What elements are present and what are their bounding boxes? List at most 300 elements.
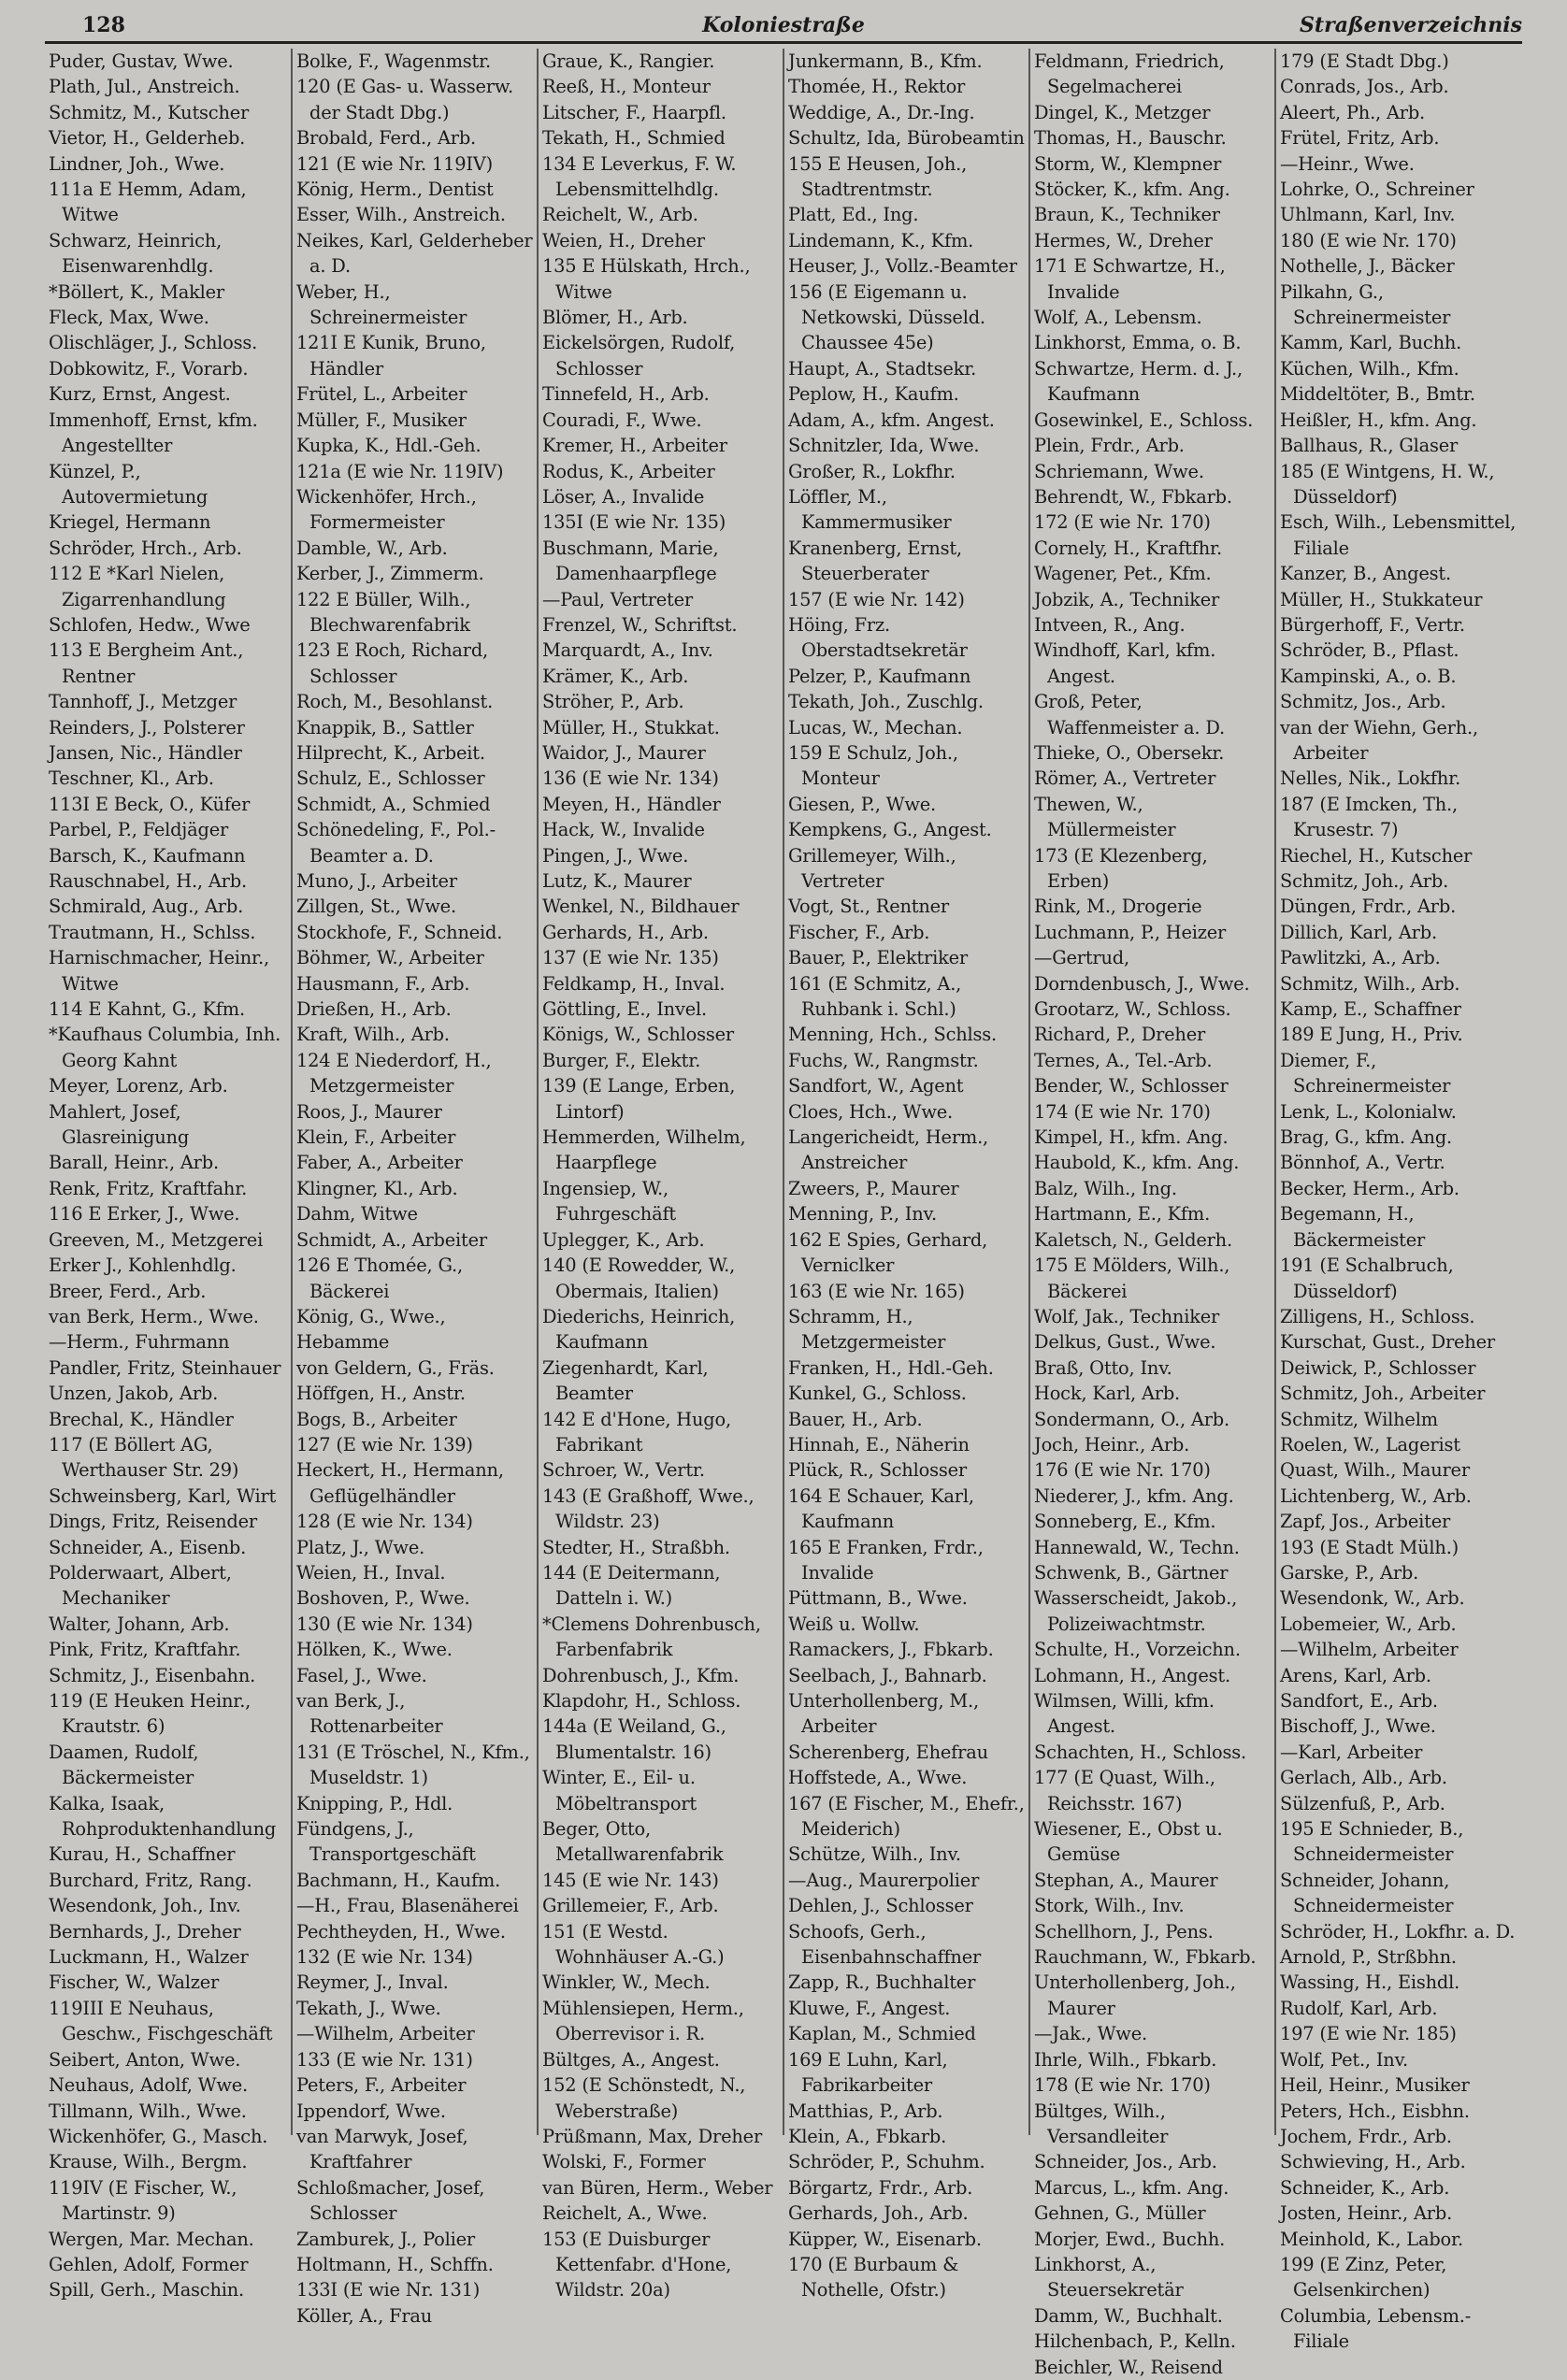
directory-entry: 164 E Schauer, Karl, Kaufmann [788, 1484, 974, 1533]
directory-entry: Breer, Ferd., Arb. [49, 1280, 207, 1302]
directory-entry: Schmidt, A., Schmied [296, 793, 491, 815]
directory-entry: Schramm, H., Metzgermeister [788, 1305, 946, 1354]
directory-entry: Hermes, W., Dreher [1034, 229, 1213, 251]
directory-entry: Bönnhof, A., Vertr. [1280, 1152, 1445, 1174]
directory-entry: Kurz, Ernst, Angest. [49, 383, 231, 406]
directory-entry: Gehlen, Adolf, Former [49, 2253, 249, 2275]
directory-entry: Braß, Otto, Inv. [1034, 1356, 1172, 1379]
directory-entry: Hemmerden, Wilhelm, Haarpflege [542, 1126, 746, 1174]
directory-entry: Luckmann, H., Walzer [49, 1946, 249, 1969]
directory-entry: Arnold, P., Strßbhn. [1280, 1946, 1457, 1969]
directory-entry: Unterhollenberg, M., Arbeiter [788, 1690, 979, 1738]
directory-entry: —Karl, Arbeiter [1280, 1741, 1423, 1763]
directory-entry: Middeltöter, B., Bmtr. [1280, 383, 1475, 406]
directory-entry: Kranenberg, Ernst, Steuerberater [788, 537, 962, 585]
directory-entry: Fischer, F., Arb. [788, 921, 930, 943]
directory-entry: Kraft, Wilh., Arb. [296, 1024, 450, 1046]
directory-entry: Stork, Wilh., Inv. [1034, 1895, 1185, 1917]
directory-entry: 139 (E Lange, Erben, Lintorf) [542, 1075, 736, 1123]
directory-entry: Beger, Otto, Metallwarenfabrik [542, 1818, 724, 1866]
directory-column-5 [1028, 49, 1274, 2378]
directory-entry: Roelen, W., Lagerist [1280, 1433, 1460, 1455]
directory-entry: 114 E Kahnt, G., Kfm. [49, 998, 245, 1021]
directory-entry: 131 (E Tröschel, N., Kfm., Museldstr. 1) [296, 1741, 530, 1789]
directory-entry: Dohrenbusch, J., Kfm. [542, 1664, 740, 1686]
directory-entry: Schröder, H., Lokfhr. a. D. [1280, 1920, 1516, 1943]
directory-entry: 126 E Thomée, G., Bäckerei [296, 1255, 463, 1302]
directory-entry: Frenzel, W., Schriftst. [542, 613, 738, 636]
directory-entry: —Herm., Fuhrmann [49, 1331, 230, 1354]
directory-entry: 127 (E wie Nr. 139) [296, 1433, 473, 1455]
directory-entry: Mahlert, Josef, Glasreinigung [49, 1100, 190, 1149]
directory-entry: Grillemeier, F., Arb. [542, 1895, 719, 1917]
directory-entry: Hinnah, E., Näherin [788, 1433, 970, 1455]
directory-entry: 162 E Spies, Gerhard, Verniclker [788, 1228, 988, 1277]
directory-entry: Schmirald, Aug., Arb. [49, 896, 244, 918]
directory-entry: Seibert, Anton, Wwe. [49, 2048, 241, 2071]
directory-entry: Josten, Heinr., Arb. [1280, 2202, 1453, 2225]
directory-entry: Burchard, Fritz, Rang. [49, 1869, 252, 1891]
directory-entry: Sandfort, E., Arb. [1280, 1690, 1438, 1712]
directory-entry: 187 (E Imcken, Th., Krusestr. 7) [1280, 793, 1458, 841]
directory-entry: Fuchs, W., Rangmstr. [788, 1049, 979, 1071]
directory-entry: Scherenberg, Ehefrau [788, 1741, 988, 1763]
directory-entry: Wolf, Jak., Techniker [1034, 1305, 1220, 1327]
directory-entry: Küchen, Wilh., Kfm. [1280, 357, 1459, 380]
directory-entry: 121 (E wie Nr. 119IV) [296, 152, 493, 175]
directory-entry: Harnischmacher, Heinr., Witwe [49, 947, 269, 995]
directory-entry: 176 (E wie Nr. 170) [1034, 1459, 1211, 1482]
directory-entry: 175 E Mölders, Wilh., Bäckerei [1034, 1255, 1230, 1302]
directory-entry: Bültges, A., Angest. [542, 2048, 720, 2071]
directory-entry: Schröder, B., Pflast. [1280, 639, 1459, 662]
directory-entry: Couradi, F., Wwe. [542, 409, 702, 431]
directory-entry: Reichelt, W., Arb. [542, 204, 698, 226]
directory-entry: 133I (E wie Nr. 131) [296, 2279, 481, 2301]
directory-entry: —Gertrud, [1034, 947, 1129, 969]
directory-entry: Diemer, F., Schreinermeister [1280, 1049, 1451, 1097]
directory-entry: Pilkahn, G., Schreinermeister [1280, 280, 1451, 329]
directory-entry: Intveen, R., Ang. [1034, 613, 1186, 636]
directory-entry: Unzen, Jakob, Arb. [49, 1383, 219, 1405]
directory-entry: Giesen, P., Wwe. [788, 793, 936, 815]
directory-entry: Frütel, Fritz, Arb. [1280, 127, 1440, 150]
directory-entry: Faber, A., Arbeiter [296, 1152, 463, 1174]
directory-entry: Roch, M., Besohlanst. [296, 691, 494, 713]
directory-entry: Unterhollenberg, Joh., Maurer [1034, 1971, 1236, 2019]
directory-entry: Puder, Gustav, Wwe. [49, 50, 234, 72]
directory-entry: Jansen, Nic., Händler [49, 741, 242, 764]
directory-entry: Kempkens, G., Angest. [788, 819, 992, 841]
directory-entry: van Büren, Herm., Weber [542, 2176, 773, 2199]
directory-entry: Rauchmann, W., Fbkarb. [1034, 1946, 1257, 1969]
directory-entry: Lutz, K., Maurer [542, 870, 692, 892]
directory-entry: Spill, Gerh., Maschin. [49, 2279, 245, 2301]
directory-entry: Uplegger, K., Arb. [542, 1228, 705, 1251]
directory-entry: Neikes, Karl, Gelderheber a. D. [296, 229, 533, 278]
directory-column-6 [1274, 49, 1520, 2353]
directory-entry: 155 E Heusen, Joh., Stadtrentmstr. [788, 152, 968, 201]
directory-entry: 177 (E Quast, Wilh., Reichsstr. 167) [1034, 1767, 1215, 1814]
directory-entry: Bürgerhoff, F., Vertr. [1280, 613, 1465, 636]
directory-entry: Lobemeier, W., Arb. [1280, 1613, 1457, 1635]
directory-entry: *Clemens Dohrenbusch, Farbenfabrik [542, 1613, 761, 1661]
directory-entry: Esch, Wilh., Lebensmittel, Filiale [1280, 511, 1517, 559]
directory-entry: Ihrle, Wilh., Fbkarb. [1034, 2048, 1217, 2071]
directory-entry: 121a (E wie Nr. 119IV) [296, 460, 504, 482]
directory-entry: —H., Frau, Blasenäherei [296, 1895, 519, 1917]
directory-entry: Waidor, J., Maurer [542, 741, 706, 764]
directory-entry: Morjer, Ewd., Buchh. [1034, 2228, 1226, 2250]
directory-entry: Tekath, Joh., Zuschlg. [788, 691, 984, 713]
directory-entry: Wenkel, N., Bildhauer [542, 896, 740, 918]
directory-entry: Wesendonk, W., Arb. [1280, 1587, 1465, 1610]
directory-entry: Esser, Wilh., Anstreich. [296, 204, 506, 226]
directory-entry: 119 (E Heuken Heinr., Krautstr. 6) [49, 1690, 252, 1738]
directory-entry: Ramackers, J., Fbkarb. [788, 1639, 994, 1661]
directory-entry: Schulz, E., Schlosser [296, 767, 485, 790]
directory-entry: Weber, H., Schreinermeister [296, 280, 467, 329]
directory-entry: Dahm, Witwe [296, 1203, 418, 1226]
directory-entry: 140 (E Rowedder, W., Obermais, Italien) [542, 1255, 736, 1302]
directory-entry: Richard, P., Dreher [1034, 1024, 1206, 1046]
directory-entry: 137 (E wie Nr. 135) [542, 947, 719, 969]
directory-entry: Rauschnabel, H., Arb. [49, 870, 247, 892]
directory-entry: Riechel, H., Kutscher [1280, 844, 1473, 867]
directory-column-4 [783, 49, 1028, 2301]
directory-entry: Barsch, K., Kaufmann [49, 844, 246, 867]
directory-entry: Königs, W., Schlosser [542, 1024, 735, 1046]
directory-entry: Kaletsch, N., Gelderh. [1034, 1228, 1232, 1251]
directory-entry: Matthias, P., Arb. [788, 2100, 943, 2122]
directory-entry: Windhoff, Karl, kfm. Angest. [1034, 639, 1216, 687]
directory-entry: Schachten, H., Schloss. [1034, 1741, 1246, 1763]
directory-entry: Schmitz, Wilh., Arb. [1280, 972, 1460, 995]
directory-entry: Schmitz, M., Kutscher [49, 101, 250, 123]
directory-entry: Thomas, H., Bauschr. [1034, 127, 1227, 150]
directory-entry: Knappik, B., Sattler [296, 716, 474, 738]
directory-entry: 172 (E wie Nr. 170) [1034, 511, 1211, 534]
directory-entry: Hilchenbach, P., Kelln. [1034, 2330, 1236, 2353]
directory-entry: Grootarz, W., Schloss. [1034, 998, 1231, 1021]
directory-entry: 151 (E Westd. Wohnhäuser A.-G.) [542, 1920, 725, 1969]
directory-entry: Klein, F., Arbeiter [296, 1126, 456, 1149]
directory-entry: Marcus, L., kfm. Ang. [1034, 2176, 1229, 2199]
directory-entry: 136 (E wie Nr. 134) [542, 767, 719, 790]
directory-entry: Polderwaart, Albert, Mechaniker [49, 1561, 232, 1610]
directory-entry: Becker, Herm., Arb. [1280, 1177, 1459, 1199]
directory-entry: Heil, Heinr., Musiker [1280, 2074, 1470, 2097]
directory-entry: Wilmsen, Willi, kfm. Angest. [1034, 1690, 1215, 1738]
directory-entry: 197 (E wie Nr. 185) [1280, 2023, 1457, 2045]
directory-entry: Kimpel, H., kfm. Ang. [1034, 1126, 1229, 1149]
directory-entry: 178 (E wie Nr. 170) [1034, 2074, 1211, 2097]
directory-entry: Fischer, W., Walzer [49, 1971, 220, 1994]
directory-entry: Heckert, H., Hermann, Geflügelhändler [296, 1459, 504, 1507]
directory-entry: Schoofs, Gerh., Eisenbahnschaffner [788, 1920, 982, 1969]
directory-entry: 112 E *Karl Nielen, Zigarrenhandlung [49, 563, 226, 610]
directory-entry: Luchmann, P., Heizer [1034, 921, 1227, 943]
directory-entry: Sandfort, W., Agent [788, 1075, 964, 1097]
directory-entry: Grillemeyer, Wilh., Vertreter [788, 844, 956, 892]
directory-entry: Bischoff, J., Wwe. [1280, 1715, 1436, 1738]
directory-entry: Schmitz, Wilhelm [1280, 1408, 1438, 1430]
directory-entry: Schmitz, Joh., Arb. [1280, 870, 1449, 892]
directory-entry: —Wilhelm, Arbeiter [1280, 1639, 1459, 1661]
directory-entry: Schlofen, Hedw., Wwe [49, 613, 251, 636]
directory-entry: Winter, E., Eil- u. Möbeltransport [542, 1767, 697, 1814]
directory-entry: Müller, H., Stukkat. [542, 716, 720, 738]
directory-entry: Linkhorst, A., Steuersekretär [1034, 2253, 1184, 2301]
directory-entry: Schellhorn, J., Pens. [1034, 1920, 1214, 1943]
directory-entry: Begemann, H., Bäckermeister [1280, 1203, 1426, 1251]
directory-entry: Peplow, H., Kaufm. [788, 383, 959, 406]
directory-entry: 145 (E wie Nr. 143) [542, 1869, 719, 1891]
directory-entry: 122 E Büller, Wilh., Blechwarenfabrik [296, 588, 471, 636]
page-number: 128 [82, 13, 125, 37]
directory-entry: Kluwe, F., Angest. [788, 1997, 951, 2019]
directory-entry: van Berk, Herm., Wwe. [49, 1305, 259, 1327]
directory-entry: Kremer, H., Arbeiter [542, 435, 727, 457]
directory-entry: Joch, Heinr., Arb. [1034, 1433, 1190, 1455]
directory-entry: Schröder, P., Schuhm. [788, 2151, 985, 2173]
directory-entry: Reymer, J., Inval. [296, 1971, 449, 1994]
directory-entry: Hilprecht, K., Arbeit. [296, 741, 485, 764]
directory-entry: 193 (E Stadt Mülh.) [1280, 1536, 1459, 1558]
directory-entry: Platt, Ed., Ing. [788, 204, 919, 226]
directory-entry: Boshoven, P., Wwe. [296, 1587, 470, 1610]
directory-entry: 128 (E wie Nr. 134) [296, 1511, 473, 1533]
directory-entry: *Kaufhaus Columbia, Inh. Georg Kahnt [49, 1024, 281, 1071]
directory-entry: Hannewald, W., Techn. [1034, 1536, 1240, 1558]
directory-entry: Immenhoff, Ernst, kfm. Angestellter [49, 409, 258, 457]
directory-entry: Sonneberg, E., Kfm. [1034, 1511, 1216, 1533]
directory-entry: Weddige, A., Dr.-Ing. [788, 101, 975, 123]
directory-entry: Ziegenhardt, Karl, Beamter [542, 1356, 709, 1405]
directory-entry: König, Herm., Dentist [296, 179, 494, 201]
directory-entry: Zamburek, J., Polier [296, 2228, 475, 2250]
directory-entry: Schmitz, Joh., Arbeiter [1280, 1383, 1486, 1405]
directory-entry: Weien, H., Dreher [542, 229, 705, 251]
directory-entry: Muno, J., Arbeiter [296, 870, 457, 892]
directory-entry: Müller, F., Musiker [296, 409, 467, 431]
directory-entry: 142 E d'Hone, Hugo, Fabrikant [542, 1408, 731, 1455]
directory-entry: Schneider, K., Arb. [1280, 2176, 1450, 2199]
directory-entry: 119III E Neuhaus, Geschw., Fischgeschäft [49, 1997, 273, 2045]
directory-entry: 135I (E wie Nr. 135) [542, 511, 726, 534]
directory-entry: Schönedeling, F., Pol.-Beamter a. D. [296, 819, 496, 867]
page-header [45, 9, 1522, 44]
directory-entry: Wolski, F., Former [542, 2151, 706, 2173]
directory-entry: Schneider, A., Eisenb. [49, 1536, 247, 1558]
directory-entry: 134 E Leverkus, F. W. Lebensmittelhdlg. [542, 152, 737, 201]
directory-entry: 124 E Niederdorf, H., Metzgermeister [296, 1049, 492, 1097]
directory-entry: Conrads, Jos., Arb. [1280, 76, 1449, 98]
directory-entry: Mühlensiepen, Herm., Oberrevisor i. R. [542, 1997, 744, 2045]
directory-entry: 144 (E Deitermann, Datteln i. W.) [542, 1561, 721, 1610]
directory-entry: Pelzer, P., Kaufmann [788, 665, 971, 687]
directory-entry: 199 (E Zinz, Peter, Gelsenkirchen) [1280, 2253, 1447, 2301]
directory-entry: Ternes, A., Tel.-Arb. [1034, 1049, 1213, 1071]
directory-entry: Schnitzler, Ida, Wwe. [788, 435, 980, 457]
directory-entry: Meyen, H., Händler [542, 793, 721, 815]
directory-entry: van der Wiehn, Gerh., Arbeiter [1280, 716, 1478, 764]
directory-entry: 133 (E wie Nr. 131) [296, 2048, 473, 2071]
directory-entry: 159 E Schulz, Joh., Monteur [788, 741, 958, 790]
directory-entry: 171 E Schwartze, H., Invalide [1034, 255, 1226, 303]
directory-entry: Schwartze, Herm. d. J., Kaufmann [1034, 357, 1243, 406]
directory-entry: Adam, A., kfm. Angest. [788, 409, 995, 431]
directory-entry: Eickelsörgen, Rudolf, Schlosser [542, 332, 736, 380]
directory-entry: Bachmann, H., Kaufm. [296, 1869, 501, 1891]
directory-entry: Nothelle, J., Bäcker [1280, 255, 1455, 278]
directory-entry: Greeven, M., Metzgerei [49, 1228, 264, 1251]
directory-entry: Garske, P., Arb. [1280, 1561, 1419, 1584]
directory-entry: Langericheidt, Herm., Anstreicher [788, 1126, 989, 1174]
section-title: Straßenverzeichnis [1300, 13, 1522, 37]
directory-entry: Pandler, Fritz, Steinhauer [49, 1356, 281, 1379]
directory-entry: 132 (E wie Nr. 134) [296, 1946, 473, 1969]
directory-entry: Weien, H., Inval. [296, 1561, 446, 1584]
directory-entry: Tannhoff, J., Metzger [49, 691, 237, 713]
directory-entry: Fleck, Max, Wwe. [49, 307, 209, 329]
directory-entry: Gehnen, G., Müller [1034, 2202, 1206, 2225]
directory-entry: Plück, R., Schlosser [788, 1459, 967, 1482]
directory-entry: Plein, Frdr., Arb. [1034, 435, 1185, 457]
directory-entry: Blömer, H., Arb. [542, 307, 688, 329]
directory-entry: Hölken, K., Wwe. [296, 1639, 453, 1661]
directory-entry: Buschmann, Marie, Damenhaarpflege [542, 537, 719, 585]
directory-entry: Ippendorf, Wwe. [296, 2100, 446, 2122]
directory-entry: Lucas, W., Mechan. [788, 716, 963, 738]
directory-entry: Arens, Karl, Arb. [1280, 1664, 1431, 1686]
directory-entry: Klingner, Kl., Arb. [296, 1177, 458, 1199]
directory-entry: 135 E Hülskath, Hrch., Witwe [542, 255, 751, 303]
directory-entry: Wasserscheidt, Jakob., Polizeiwachtmstr. [1034, 1587, 1238, 1635]
directory-entry: Walter, Johann, Arb. [49, 1613, 230, 1635]
directory-entry: Schmidt, A., Arbeiter [296, 1228, 487, 1251]
directory-entry: Behrendt, W., Fbkarb. [1034, 485, 1232, 508]
directory-entry: Schmitz, Jos., Arb. [1280, 691, 1446, 713]
directory-entry: Sülzenfuß, P., Arb. [1280, 1792, 1445, 1814]
directory-entry: Düngen, Frdr., Arb. [1280, 896, 1457, 918]
directory-entry: 179 (E Stadt Dbg.) [1280, 50, 1449, 72]
directory-entry: Schultz, Ida, Bürobeamtin [788, 127, 1025, 150]
directory-entry: Kamp, E., Schaffner [1280, 998, 1461, 1021]
directory-entry: Kriegel, Hermann [49, 511, 211, 534]
directory-entry: Dorndenbusch, J., Wwe. [1034, 972, 1250, 995]
directory-entry: Bender, W., Schlosser [1034, 1075, 1229, 1097]
directory-entry: Schroer, W., Vertr. [542, 1459, 705, 1482]
directory-entry: Wagener, Pet., Kfm. [1034, 563, 1212, 585]
directory-entry: Feldkamp, H., Inval. [542, 972, 726, 995]
directory-entry: Schütze, Wilh., Inv. [788, 1843, 961, 1866]
directory-entry: Nelles, Nik., Lokfhr. [1280, 767, 1461, 790]
directory-entry: Klein, A., Fbkarb. [788, 2125, 947, 2147]
directory-entry: Krämer, K., Arb. [542, 665, 689, 687]
directory-entry: Kurschat, Gust., Dreher [1280, 1331, 1495, 1354]
directory-entry: Bernhards, J., Dreher [49, 1920, 241, 1943]
directory-entry: Burger, F., Elektr. [542, 1049, 701, 1071]
directory-entry: 170 (E Burbaum & Nothelle, Ofstr.) [788, 2253, 959, 2301]
directory-entry: van Marwyk, Josef, Kraftfahrer [296, 2125, 468, 2173]
directory-entry: Schmitz, J., Eisenbahn. [49, 1664, 256, 1686]
directory-entry: Wassing, H., Eishdl. [1280, 1971, 1460, 1994]
directory-entry: Kampinski, A., o. B. [1280, 665, 1457, 687]
directory-entry: —Wilhelm, Arbeiter [296, 2023, 475, 2045]
directory-entry: Brechal, K., Händler [49, 1408, 234, 1430]
directory-entry: Müller, H., Stukkateur [1280, 588, 1483, 610]
directory-entry: Peters, Hch., Eisbhn. [1280, 2100, 1470, 2122]
directory-entry: Weiß u. Wollw. [788, 1613, 920, 1635]
directory-entry: Böhmer, W., Arbeiter [296, 947, 484, 969]
directory-entry: 165 E Franken, Frdr., Invalide [788, 1536, 984, 1584]
directory-entry: 153 (E Duisburger Kettenfabr. d'Hone, Wildstr. 20a) [542, 2228, 732, 2301]
directory-entry: Hock, Karl, Arb. [1034, 1383, 1181, 1405]
directory-entry: Schwieving, H., Arb. [1280, 2151, 1466, 2173]
directory-entry: Winkler, W., Mech. [542, 1971, 711, 1994]
directory-entry: Krause, Wilh., Bergm. [49, 2151, 248, 2173]
directory-entry: Cornely, H., Kraftfhr. [1034, 537, 1222, 559]
directory-entry: Wolf, A., Lebensm. [1034, 307, 1202, 329]
directory-column-1 [45, 49, 291, 2301]
directory-entry: Ballhaus, R., Glaser [1280, 435, 1459, 457]
directory-entry: —Paul, Vertreter [542, 588, 693, 610]
directory-entry: Braun, K., Techniker [1034, 204, 1220, 226]
directory-entry: Hoffstede, A., Wwe. [788, 1767, 968, 1789]
directory-entry: 119IV (E Fischer, W., Martinstr. 9) [49, 2176, 237, 2225]
directory-entry: Kanzer, B., Angest. [1280, 563, 1451, 585]
directory-entry: Wergen, Mar. Mechan. [49, 2228, 254, 2250]
directory-entry: 169 E Luhn, Karl, Fabrikarbeiter [788, 2048, 948, 2097]
directory-entry: Teschner, Kl., Arb. [49, 767, 214, 790]
directory-entry: Diederichs, Heinrich, Kaufmann [542, 1305, 736, 1354]
directory-entry: Litscher, F., Haarpfl. [542, 101, 726, 123]
directory-entry: Pink, Fritz, Kraftfahr. [49, 1639, 241, 1661]
directory-entry: Püttmann, B., Wwe. [788, 1587, 968, 1610]
directory-entry: Haupt, A., Stadtsekr. [788, 357, 977, 380]
directory-columns [45, 49, 1522, 2378]
directory-entry: 161 (E Schmitz, A., Ruhbank i. Schl.) [788, 972, 962, 1021]
directory-entry: Lenk, L., Kolonialw. [1280, 1100, 1457, 1123]
directory-entry: Frütel, L., Arbeiter [296, 383, 467, 406]
directory-entry: Schweinsberg, Karl, Wirt [49, 1484, 277, 1507]
directory-entry: Kerber, J., Zimmerm. [296, 563, 484, 585]
directory-entry: Stephan, A., Maurer [1034, 1869, 1218, 1891]
directory-entry: Aleert, Ph., Arb. [1280, 101, 1426, 123]
directory-entry: Damble, W., Arb. [296, 537, 448, 559]
directory-entry: Schneider, Jos., Arb. [1034, 2151, 1217, 2173]
directory-entry: Thomée, H., Rektor [788, 76, 966, 98]
directory-entry: 120 (E Gas- u. Wasserw. der Stadt Dbg.) [296, 76, 513, 123]
directory-entry: Vogt, St., Rentner [788, 896, 949, 918]
directory-entry: 167 (E Fischer, M., Ehefr., Meiderich) [788, 1792, 1025, 1841]
directory-entry: —Aug., Maurerpolier [788, 1869, 980, 1891]
directory-entry: 173 (E Klezenberg, Erben) [1034, 844, 1208, 892]
directory-entry: Thewen, W., Müllermeister [1034, 793, 1176, 841]
directory-entry: Brobald, Ferd., Arb. [296, 127, 476, 150]
directory-entry: Lindemann, K., Kfm. [788, 229, 974, 251]
directory-entry: *Böllert, K., Makler [49, 280, 224, 303]
directory-entry: Bogs, B., Arbeiter [296, 1408, 457, 1430]
directory-entry: Zweers, P., Maurer [788, 1177, 959, 1199]
directory-entry: Wiesener, E., Obst u. Gemüse [1034, 1818, 1223, 1866]
directory-entry: Hack, W., Invalide [542, 819, 705, 841]
directory-entry: Meinhold, K., Labor. [1280, 2228, 1463, 2250]
directory-entry: 111a E Hemm, Adam, Witwe [49, 179, 247, 226]
directory-entry: Sondermann, O., Arb. [1034, 1408, 1229, 1430]
directory-entry: Junkermann, B., Kfm. [788, 50, 983, 72]
